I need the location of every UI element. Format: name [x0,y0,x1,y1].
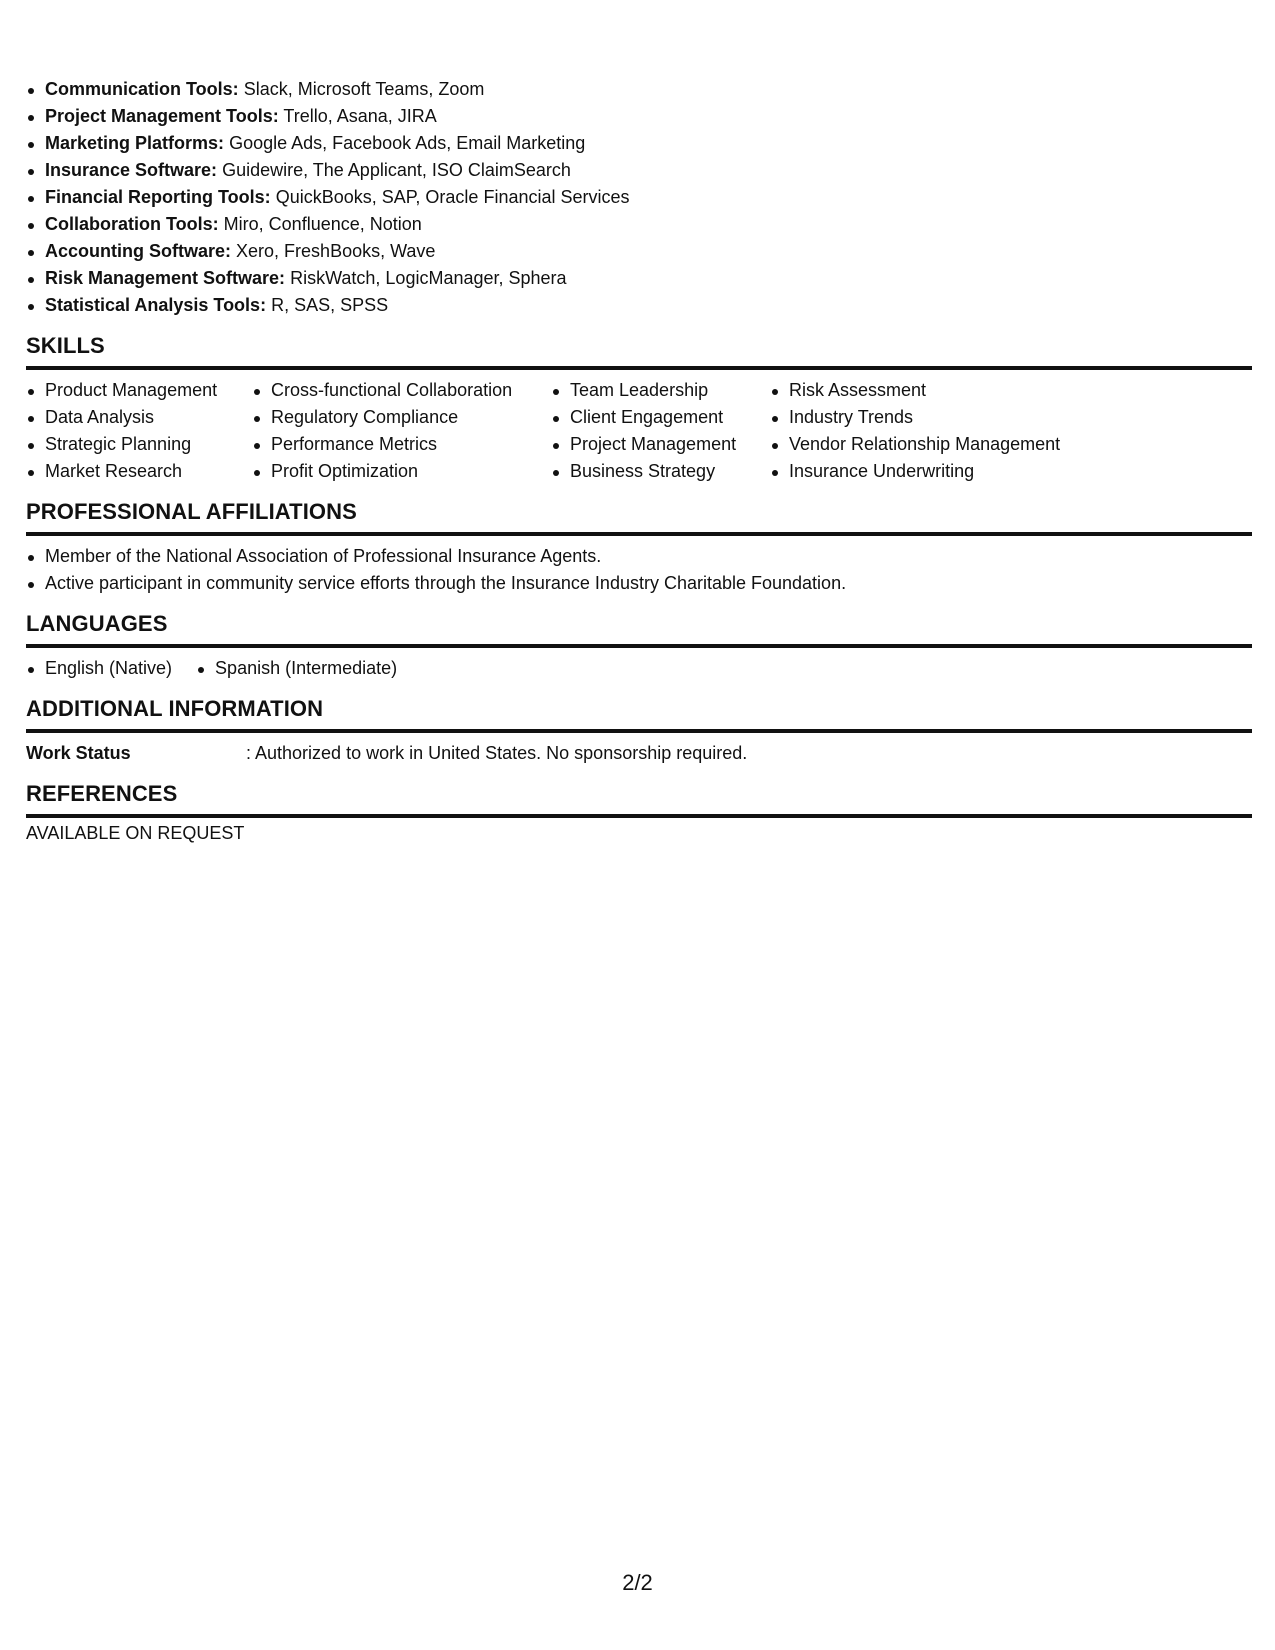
list-item [26,184,1252,211]
additional-info-section [26,695,1252,767]
skill-item: Data Analysis [26,404,252,431]
tool-category-label: Insurance Software: [45,160,218,180]
skill-item: Product Management [26,377,252,404]
section-heading: ADDITIONAL INFORMATION [26,695,1252,733]
tool-category-value: Slack, Microsoft Teams, Zoom [243,79,485,99]
tools-list [26,76,1252,319]
references-section [26,780,1252,847]
languages-section [26,610,1252,682]
list-item [26,292,1252,319]
affiliations-list [26,536,1252,597]
section-heading: SKILLS [26,332,1252,370]
tool-category-value: QuickBooks, SAP, Oracle Financial Services [275,187,630,207]
tool-category-label: Marketing Platforms: [45,133,225,153]
skill-item: Insurance Underwriting [770,458,1090,485]
list-item [26,265,1252,292]
list-item [26,103,1252,130]
languages-list [26,648,1252,682]
page-number: 2/2 [622,1570,653,1595]
tool-category-label: Project Management Tools: [45,106,279,126]
tool-category-label: Communication Tools: [45,79,239,99]
skill-item: Performance Metrics [252,431,551,458]
affiliation-item: Member of the National Association of Professional Insurance Agents. [26,543,1252,570]
skills-column [252,377,551,485]
skill-item: Market Research [26,458,252,485]
references-text: AVAILABLE ON REQUEST [26,823,245,843]
skill-item: Team Leadership [551,377,770,404]
skill-item: Client Engagement [551,404,770,431]
tool-category-value: RiskWatch, LogicManager, Sphera [290,268,567,288]
tool-category-value: R, SAS, SPSS [271,295,389,315]
section-heading: LANGUAGES [26,610,1252,648]
tool-category-value: Trello, Asana, JIRA [283,106,437,126]
skill-item: Business Strategy [551,458,770,485]
skill-item: Profit Optimization [252,458,551,485]
tool-category-label: Accounting Software: [45,241,232,261]
language-item: Spanish (Intermediate) [196,655,397,682]
tool-category-value: Guidewire, The Applicant, ISO ClaimSearch [222,160,571,180]
skills-section [26,332,1252,485]
resume-page [26,76,1252,847]
list-item [26,211,1252,238]
list-item [26,76,1252,103]
tool-category-value: Google Ads, Facebook Ads, Email Marketing [229,133,586,153]
work-status-row [26,733,1252,767]
list-item [26,130,1252,157]
section-heading: PROFESSIONAL AFFILIATIONS [26,498,1252,536]
skill-item: Strategic Planning [26,431,252,458]
skills-grid [26,370,1252,485]
tool-category-label: Financial Reporting Tools: [45,187,271,207]
section-heading: REFERENCES [26,780,1252,818]
skill-item: Vendor Relationship Management [770,431,1090,458]
skills-column [770,377,1090,485]
list-item [26,238,1252,265]
affiliations-section [26,498,1252,597]
skill-item: Project Management [551,431,770,458]
language-item: English (Native) [26,655,172,682]
tool-category-value: Xero, FreshBooks, Wave [236,241,436,261]
affiliation-item: Active participant in community service efforts through the Insurance Industry Charitable Foundation. [26,570,1252,597]
skills-column [26,377,252,485]
skill-item: Regulatory Compliance [252,404,551,431]
skills-column [551,377,770,485]
tool-category-value: Miro, Confluence, Notion [223,214,422,234]
tool-category-label: Collaboration Tools: [45,214,219,234]
skill-item: Risk Assessment [770,377,1090,404]
tool-category-label: Risk Management Software: [45,268,286,288]
work-status-label: Work Status [26,743,131,763]
skill-item: Industry Trends [770,404,1090,431]
list-item [26,157,1252,184]
skill-item: Cross-functional Collaboration [252,377,551,404]
tool-category-label: Statistical Analysis Tools: [45,295,267,315]
work-status-value: : Authorized to work in United States. No sponsorship required. [246,743,748,763]
